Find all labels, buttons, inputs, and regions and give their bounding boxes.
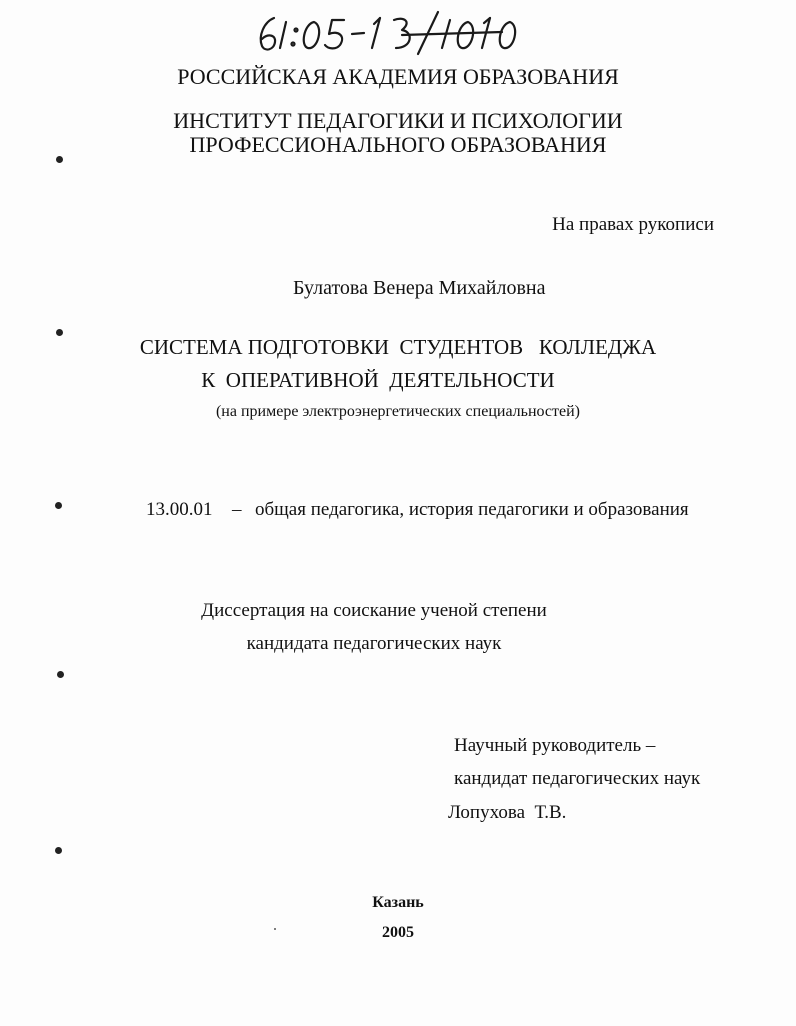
specialty-name: общая педагогика, история педагогики и образования — [255, 499, 689, 520]
manuscript-note: На правах рукописи — [552, 214, 714, 235]
dissertation-title-line2: К ОПЕРАТИВНОЙ ДЕЯТЕЛЬНОСТИ — [201, 368, 555, 392]
supervisor-role: Научный руководитель – — [454, 735, 656, 756]
institute-name-line2: ПРОФЕССИОНАЛЬНОГО ОБРАЗОВАНИЯ — [189, 132, 607, 157]
scan-speck — [274, 928, 276, 930]
handwritten-archive-code-drawing — [252, 8, 542, 56]
dissertation-subtitle: (на примере электроэнергетических специальностей) — [215, 403, 581, 420]
institute-name-line1: ИНСТИТУТ ПЕДАГОГИКИ И ПСИХОЛОГИИ — [173, 108, 623, 133]
dissertation-title-line1: СИСТЕМА ПОДГОТОВКИ СТУДЕНТОВ КОЛЛЕДЖА — [139, 335, 657, 359]
scan-hole-mark — [55, 847, 62, 854]
specialty-dash: – — [232, 499, 242, 520]
scan-hole-mark — [56, 156, 63, 163]
scan-hole-mark — [55, 502, 62, 509]
scan-hole-mark — [57, 671, 64, 678]
specialty-code: 13.00.01 — [146, 499, 213, 520]
degree-line2: кандидата педагогических наук — [246, 633, 502, 654]
academy-name: РОССИЙСКАЯ АКАДЕМИЯ ОБРАЗОВАНИЯ — [177, 64, 619, 89]
specialty-line — [146, 500, 689, 519]
scan-hole-mark — [56, 329, 63, 336]
year: 2005 — [382, 924, 414, 941]
supervisor-degree: кандидат педагогических наук — [454, 768, 701, 789]
handwritten-archive-code — [252, 8, 542, 56]
degree-line1: Диссертация на соискание ученой степени — [201, 600, 547, 621]
city: Казань — [372, 894, 424, 911]
supervisor-name: Лопухова Т.В. — [448, 802, 567, 823]
author-name: Булатова Венера Михайловна — [293, 277, 546, 299]
